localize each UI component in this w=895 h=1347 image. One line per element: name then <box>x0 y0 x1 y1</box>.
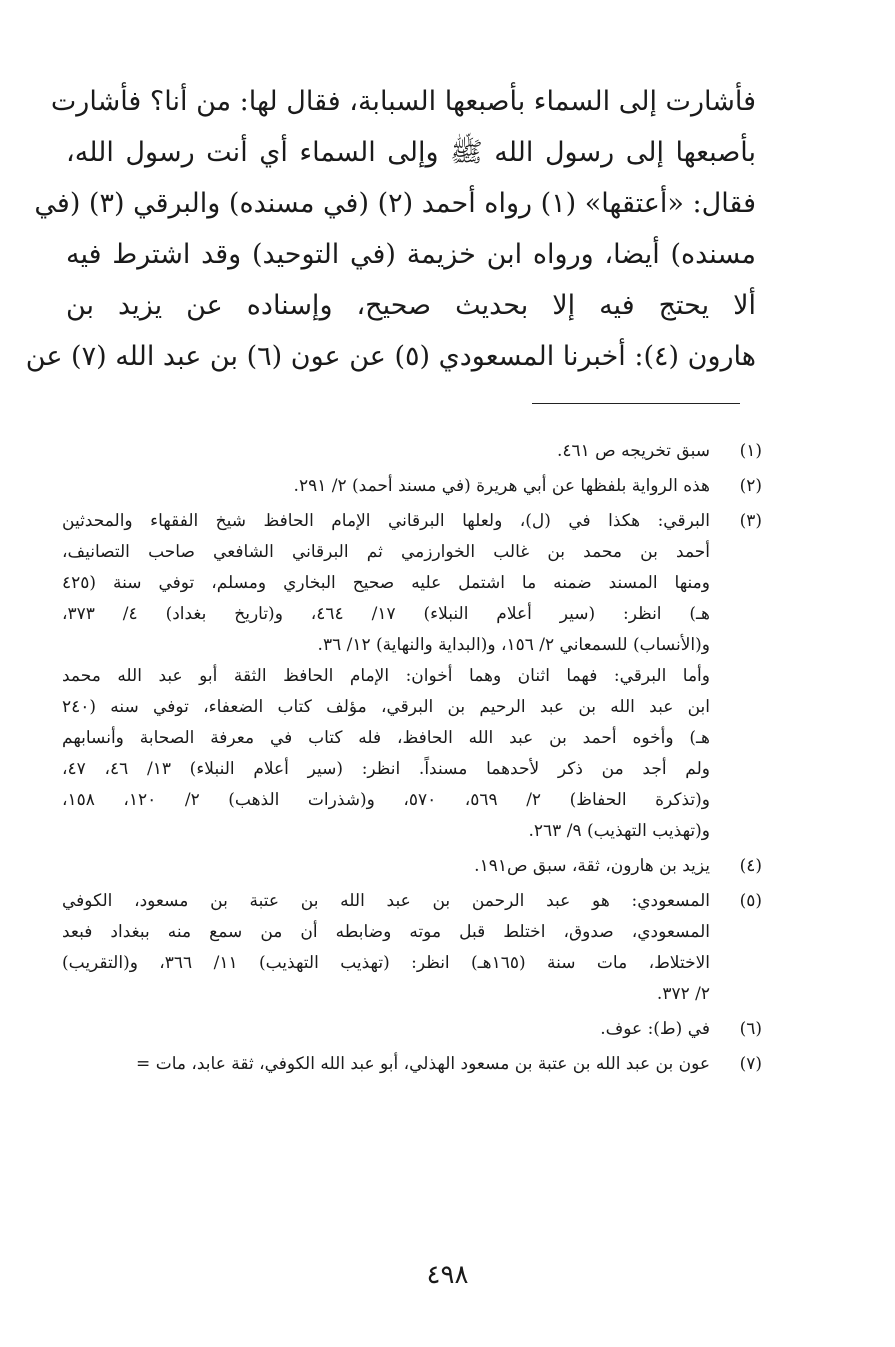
footnote-line: المسعودي، صدوق، اختلط قبل موته وضابطه أن من سمع منه ببغداد فبعد <box>62 922 710 942</box>
footnote-line: في (ط): عوف. <box>600 1019 710 1039</box>
footnote-line: الاختلاط، مات سنة (١٦٥هـ) انظر: (تهذيب التهذيب) ١١/ ٣٦٦، و(التقريب) <box>62 953 711 973</box>
footnote-line: أحمد بن محمد بن غالب الخوارزمي ثم البرقاني الشافعي صاحب التصانيف، <box>62 542 710 562</box>
footnote-line: ولم أجد من ذكر لأحدهما مسنداً. انظر: (سير أعلام النبلاء) ١٣/ ٤٦، ٤٧، <box>62 759 711 779</box>
footnote-line: وأما البرقي: فهما اثنان وهما أخوان: الإمام الحافظ الثقة أبو عبد الله محمد <box>62 666 710 686</box>
footnote-line: و(تهذيب التهذيب) ٩/ ٢٦٣. <box>528 821 710 841</box>
footnote-line: يزيد بن هارون، ثقة، سبق ص١٩١. <box>474 856 710 876</box>
footnote-line: سبق تخريجه ص ٤٦١. <box>556 441 710 461</box>
footnotes <box>62 436 762 1080</box>
footnote-line: ابن عبد الله بن عبد الرحيم بن البرقي، مؤلف كتاب الضعفاء، توفي سنه (٢٤٠ <box>62 697 710 717</box>
footnote-number: (٧) <box>739 1054 762 1074</box>
footnote-number: (٣) <box>739 511 762 531</box>
footnote-number: (٥) <box>739 891 762 911</box>
footnote-1 <box>62 436 762 467</box>
footnote-body <box>62 506 710 847</box>
footnote-line: و(الأنساب) للسمعاني ٢/ ١٥٦، و(البداية والنهاية) ١٢/ ٣٦. <box>317 635 710 655</box>
page-number: ٤٩٨ <box>426 1260 469 1290</box>
footnote-body <box>62 1049 710 1080</box>
footnote-body <box>62 1014 710 1045</box>
footnote-3 <box>62 506 762 847</box>
footnote-line: هـ) انظر: (سير أعلام النبلاء) ١٧/ ٤٦٤، و(تاريخ بغداد) ٤/ ٣٧٣، <box>62 604 710 624</box>
footnote-2 <box>62 471 762 502</box>
main-text-line: فأشارت إلى السماء بأصبعها السبابة، فقال لها: من أنا؟ فأشارت <box>50 86 756 117</box>
footnote-separator <box>532 403 740 404</box>
footnote-line: هـ) وأخوه أحمد بن عبد الله الحافظ، فله كتاب في معرفة الصحابة وأنسابهم <box>62 728 710 748</box>
footnote-body <box>62 471 710 502</box>
footnote-number: (٤) <box>739 856 762 876</box>
main-text-line: فقال: «أعتقها» (١) رواه أحمد (٢) (في مسنده) والبرقي (٣) (في <box>34 188 756 219</box>
footnote-number: (٢) <box>739 476 762 496</box>
footnote-line: و(تذكرة الحفاظ) ٢/ ٥٦٩، ٥٧٠، و(شذرات الذهب) ٢/ ١٢٠، ١٥٨، <box>62 790 710 810</box>
footnote-4 <box>62 851 762 882</box>
footnote-line: المسعودي: هو عبد الرحمن بن عبد الله بن عتبة بن مسعود، الكوفي <box>62 891 710 911</box>
main-text-line: بأصبعها إلى رسول الله ﷺ وإلى السماء أي أنت رسول الله، <box>66 137 756 168</box>
footnote-line: ٢/ ٣٧٢. <box>656 984 710 1004</box>
footnote-body <box>62 851 710 882</box>
footnote-7 <box>62 1049 762 1080</box>
footnote-6 <box>62 1014 762 1045</box>
footnote-number: (٦) <box>739 1019 762 1039</box>
main-text-line: مسنده) أيضا، ورواه ابن خزيمة (في التوحيد) وقد اشترط فيه <box>66 239 756 270</box>
footnote-line: هذه الرواية بلفظها عن أبي هريرة (في مسند أحمد) ٢/ ٢٩١. <box>293 476 710 496</box>
footnote-line: البرقي: هكذا في (ل)، ولعلها البرقاني الإمام الحافظ شيخ الفقهاء والمحدثين <box>62 511 710 531</box>
main-text-line: ألا يحتج فيه إلا بحديث صحيح، وإسناده عن يزيد بن <box>66 290 756 321</box>
footnote-line: ومنها المسند ضمنه ما اشتمل عليه صحيح البخاري ومسلم، توفي سنة (٤٢٥ <box>62 573 710 593</box>
footnote-line: عون بن عبد الله بن عتبة بن مسعود الهذلي، أبو عبد الله الكوفي، ثقة عابد، مات = <box>136 1054 710 1074</box>
main-text <box>25 76 756 382</box>
footnote-5 <box>62 886 762 1010</box>
main-text-line: هارون (٤): أخبرنا المسعودي (٥) عن عون (٦) بن عبد الله (٧) عن <box>25 341 756 372</box>
footnote-number: (١) <box>739 441 762 461</box>
footnote-body <box>62 886 710 1010</box>
footnote-body <box>62 436 710 467</box>
